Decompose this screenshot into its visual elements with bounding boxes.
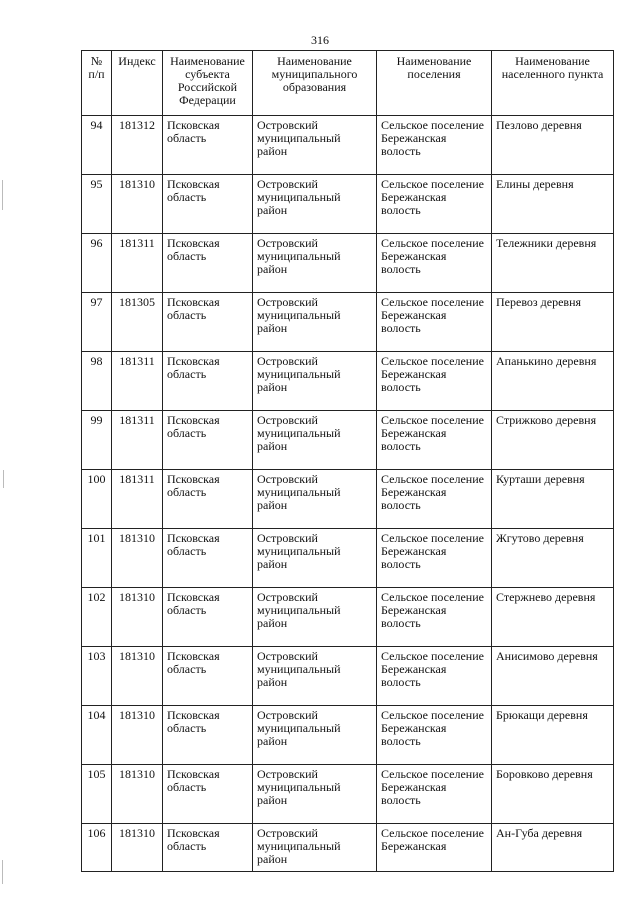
- table-row: [82, 765, 614, 824]
- cell-municipality: Островский муниципальный район: [253, 352, 377, 411]
- table-row: [82, 529, 614, 588]
- table-row: [82, 234, 614, 293]
- localities-table: [81, 50, 614, 872]
- cell-locality: Апанькино деревня: [492, 352, 614, 411]
- cell-index: 181310: [112, 706, 163, 765]
- cell-subject: Псковская область: [163, 411, 253, 470]
- cell-locality: Стержнево деревня: [492, 588, 614, 647]
- cell-index: 181311: [112, 411, 163, 470]
- cell-settlement: Сельское поселение Бережанская волость: [377, 352, 492, 411]
- header-num: № п/п: [82, 51, 112, 116]
- cell-locality: Курташи деревня: [492, 470, 614, 529]
- cell-municipality: Островский муниципальный район: [253, 293, 377, 352]
- cell-num: 105: [82, 765, 112, 824]
- cell-locality: Анисимово деревня: [492, 647, 614, 706]
- cell-settlement: Сельское поселение Бережанская волость: [377, 175, 492, 234]
- cell-locality: Брюкащи деревня: [492, 706, 614, 765]
- cell-municipality: Островский муниципальный район: [253, 116, 377, 175]
- cell-num: 106: [82, 824, 112, 872]
- cell-index: 181310: [112, 824, 163, 872]
- cell-index: 181310: [112, 765, 163, 824]
- cell-index: 181310: [112, 647, 163, 706]
- header-row: [82, 51, 614, 116]
- cell-municipality: Островский муниципальный район: [253, 588, 377, 647]
- cell-subject: Псковская область: [163, 529, 253, 588]
- cell-municipality: Островский муниципальный район: [253, 234, 377, 293]
- cell-subject: Псковская область: [163, 824, 253, 872]
- cell-index: 181311: [112, 470, 163, 529]
- cell-subject: Псковская область: [163, 293, 253, 352]
- cell-num: 103: [82, 647, 112, 706]
- cell-subject: Псковская область: [163, 588, 253, 647]
- cell-locality: Перевоз деревня: [492, 293, 614, 352]
- table-row: [82, 116, 614, 175]
- table-row: [82, 647, 614, 706]
- cell-index: 181311: [112, 234, 163, 293]
- cell-index: 181310: [112, 529, 163, 588]
- table-row: [82, 352, 614, 411]
- scan-edge-mark: [3, 470, 4, 488]
- cell-subject: Псковская область: [163, 647, 253, 706]
- header-municipality: Наименование муниципального образования: [253, 51, 377, 116]
- cell-locality: Пезлово деревня: [492, 116, 614, 175]
- cell-locality: Ан-Губа деревня: [492, 824, 614, 872]
- cell-locality: Тележники деревня: [492, 234, 614, 293]
- cell-num: 101: [82, 529, 112, 588]
- page-number: 316: [311, 33, 329, 47]
- cell-settlement: Сельское поселение Бережанская волость: [377, 293, 492, 352]
- cell-municipality: Островский муниципальный район: [253, 647, 377, 706]
- table-row: [82, 588, 614, 647]
- cell-num: 102: [82, 588, 112, 647]
- cell-settlement: Сельское поселение Бережанская волость: [377, 706, 492, 765]
- cell-settlement: Сельское поселение Бережанская волость: [377, 765, 492, 824]
- cell-index: 181310: [112, 175, 163, 234]
- cell-settlement: Сельское поселение Бережанская: [377, 824, 492, 872]
- cell-subject: Псковская область: [163, 470, 253, 529]
- cell-settlement: Сельское поселение Бережанская волость: [377, 529, 492, 588]
- cell-num: 100: [82, 470, 112, 529]
- cell-municipality: Островский муниципальный район: [253, 470, 377, 529]
- cell-municipality: Островский муниципальный район: [253, 529, 377, 588]
- scan-edge-mark: [2, 180, 3, 210]
- cell-municipality: Островский муниципальный район: [253, 706, 377, 765]
- cell-num: 96: [82, 234, 112, 293]
- cell-locality: Стрижково деревня: [492, 411, 614, 470]
- table-row: [82, 824, 614, 872]
- cell-num: 95: [82, 175, 112, 234]
- cell-municipality: Островский муниципальный район: [253, 411, 377, 470]
- cell-municipality: Островский муниципальный район: [253, 765, 377, 824]
- header-subject: Наименование субъекта Российской Федерации: [163, 51, 253, 116]
- table-row: [82, 293, 614, 352]
- header-index: Индекс: [112, 51, 163, 116]
- cell-locality: Жгутово деревня: [492, 529, 614, 588]
- cell-settlement: Сельское поселение Бережанская волость: [377, 234, 492, 293]
- cell-settlement: Сельское поселение Бережанская волость: [377, 116, 492, 175]
- cell-num: 99: [82, 411, 112, 470]
- cell-subject: Псковская область: [163, 352, 253, 411]
- scan-edge-mark: [2, 860, 3, 884]
- cell-num: 94: [82, 116, 112, 175]
- cell-subject: Псковская область: [163, 765, 253, 824]
- cell-settlement: Сельское поселение Бережанская волость: [377, 411, 492, 470]
- cell-settlement: Сельское поселение Бережанская волость: [377, 588, 492, 647]
- cell-index: 181310: [112, 588, 163, 647]
- cell-num: 98: [82, 352, 112, 411]
- cell-num: 97: [82, 293, 112, 352]
- table-row: [82, 411, 614, 470]
- cell-subject: Псковская область: [163, 116, 253, 175]
- table-header: [82, 51, 614, 116]
- cell-settlement: Сельское поселение Бережанская волость: [377, 470, 492, 529]
- cell-index: 181305: [112, 293, 163, 352]
- cell-subject: Псковская область: [163, 706, 253, 765]
- table-row: [82, 175, 614, 234]
- header-locality: Наименование населенного пункта: [492, 51, 614, 116]
- cell-locality: Елины деревня: [492, 175, 614, 234]
- cell-subject: Псковская область: [163, 234, 253, 293]
- cell-settlement: Сельское поселение Бережанская волость: [377, 647, 492, 706]
- cell-subject: Псковская область: [163, 175, 253, 234]
- table-row: [82, 706, 614, 765]
- cell-index: 181311: [112, 352, 163, 411]
- table-row: [82, 470, 614, 529]
- table-body: [82, 116, 614, 872]
- cell-locality: Боровково деревня: [492, 765, 614, 824]
- cell-index: 181312: [112, 116, 163, 175]
- cell-municipality: Островский муниципальный район: [253, 824, 377, 872]
- header-settlement: Наименование поселения: [377, 51, 492, 116]
- cell-municipality: Островский муниципальный район: [253, 175, 377, 234]
- cell-num: 104: [82, 706, 112, 765]
